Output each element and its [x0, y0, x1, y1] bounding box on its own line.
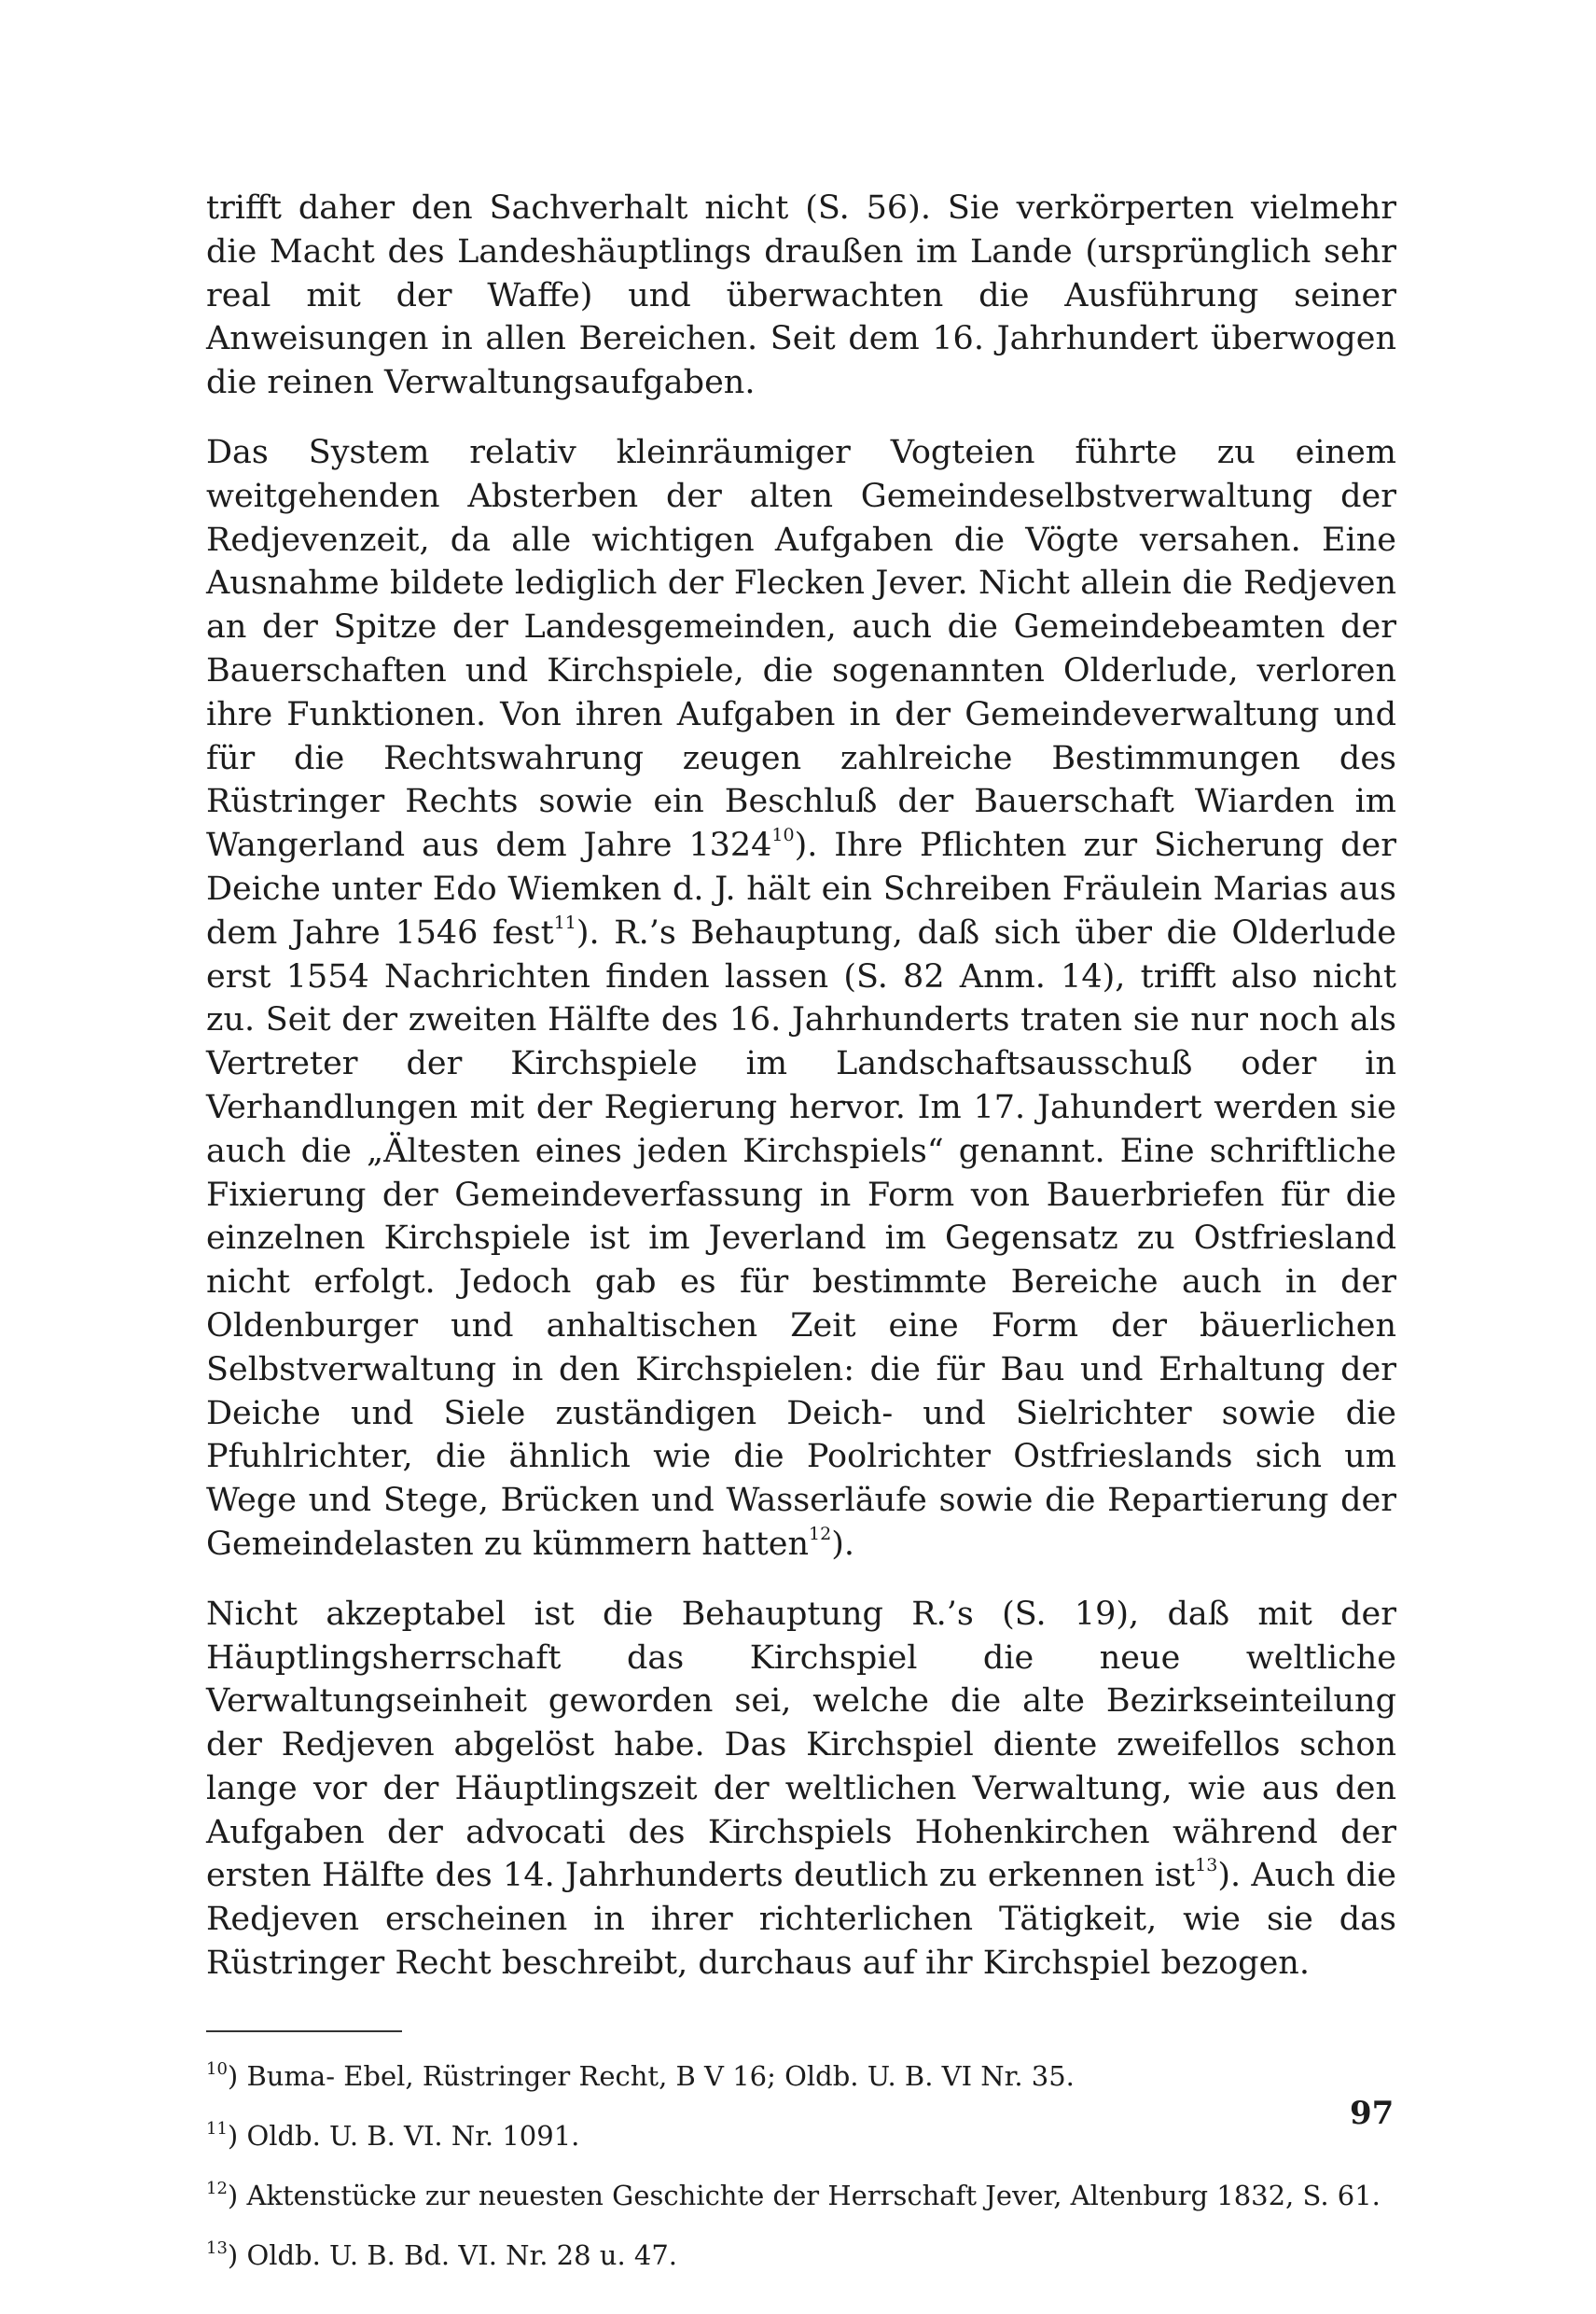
paragraph-text: ). Auch die Redjeven erscheinen in ihrer richterlichen Tätigkeit, wie sie das Rüstringer Recht beschreibt, durchaus auf ihr Kirchspiel bezogen. [206, 1857, 1396, 1983]
paragraph-text: Das System relativ kleinräumiger Vogteien führte zu einem weitgehenden Absterben der alten Gemeindeselbstverwaltung der Redjevenzeit, da alle wichtigen Aufgaben die Vögte versahen. Eine Ausnahme bildete lediglich der Flecken Jever. Nicht allein die Redjeven an der Spitze der Landesgemeinden, auch die Gemeindebeamten der Bauerschaften und Kirchspiele, die sogenannten Olderlude, verloren ihre Funktionen. Von ihren Aufgaben in der Gemeindeverwaltung und für die Rechtswahrung zeugen zahlreiche Bestimmungen des Rüstringer Rechts sowie ein Beschluß der Bauerschaft Wiarden im Wangerland aus dem Jahre 1324 [206, 433, 1396, 865]
footnote-text: ) Oldb. U. B. Bd. VI. Nr. 28 u. 47. [227, 2238, 678, 2271]
footnote-mark: 12 [206, 2178, 228, 2198]
page-body [206, 187, 1396, 2297]
footnote-text: ) Oldb. U. B. VI. Nr. 1091. [227, 2119, 580, 2152]
footnote-separator [206, 2030, 402, 2032]
footnote-mark: 10 [206, 2058, 228, 2079]
footnote-text: ) Aktenstücke zur neuesten Geschichte der Herrschaft Jever, Altenburg 1832, S. 61. [227, 2179, 1381, 2211]
paragraph-text: ). Ihre Pflichten zur Sicherung der Deiche unter Edo Wiemken d. J. hält ein Schreiben Fräulein Marias aus dem Jahre 1546 fest [206, 827, 1396, 952]
footnote-13 [206, 2237, 1396, 2273]
footnote-mark: 11 [206, 2118, 228, 2139]
footnotes [206, 2058, 1396, 2273]
footnote-reference[interactable]: 11 [553, 912, 576, 933]
paragraph-text: ). R.’s Behauptung, daß sich über die Olderlude erst 1554 Nachrichten finden lassen (S. 82 Anm. 14), trifft also nicht zu. Seit der zweiten Hälfte des 16. Jahrhunderts traten sie nur noch als Vertreter der Kirchspiele im Landschaftsausschuß oder in Verhandlungen mit der Regierung hervor. Im 17. Jahundert werden sie auch die „Ältesten eines jeden Kirchspiels“ genannt. Eine schriftliche Fixierung der Gemeindeverfassung in Form von Bauerbriefen für die einzelnen Kirchspiele ist im Jeverland im Gegensatz zu Ostfriesland nicht erfolgt. Jedoch gab es für bestimmte Bereiche auch in der Oldenburger und anhaltischen Zeit eine Form der bäuerlichen Selbstverwaltung in den Kirchspielen: die für Bau und Erhaltung der Deiche und Siele zuständigen Deich- und Sielrichter sowie die Pfuhlrichter, die ähnlich wie die Poolrichter Ostfrieslands sich um Wege und Stege, Brücken und Wasserläufe sowie die Repartierung der Gemeindelasten zu kümmern hatten [206, 913, 1396, 1563]
paragraph-text: trifft daher den Sachverhalt nicht (S. 56). Sie verkörperten vielmehr die Macht des Landeshäuptlings draußen im Lande (ursprünglich sehr real mit der Waffe) und überwachten die Ausführung seiner Anweisungen in allen Bereichen. Seit dem 16. Jahrhundert überwogen die reinen Verwaltungsaufgaben. [206, 189, 1396, 402]
paragraph-2 [206, 431, 1396, 1567]
footnote-10 [206, 2058, 1396, 2094]
paragraph-1 [206, 187, 1396, 405]
footnote-mark: 13 [206, 2237, 228, 2258]
footnote-text: ) Buma- Ebel, Rüstringer Recht, B V 16; Oldb. U. B. VI Nr. 35. [227, 2059, 1075, 2092]
footnote-12 [206, 2178, 1396, 2213]
footnote-11 [206, 2118, 1396, 2154]
footnote-reference[interactable]: 12 [809, 1523, 832, 1544]
paragraph-3 [206, 1593, 1396, 1986]
paragraph-text: Nicht akzeptabel ist die Behauptung R.’s (S. 19), daß mit der Häuptlingsherrschaft das Kirchspiel die neue weltliche Verwaltungseinheit geworden sei, welche die alte Bezirkseinteilung der Redjeven abgelöst habe. Das Kirchspiel diente zweifellos schon lange vor der Häuptlingszeit der weltlichen Verwaltung, wie aus den Aufgaben der advocati des Kirchspiels Hohenkirchen während der ersten Hälfte des 14. Jahrhunderts deutlich zu erkennen ist [206, 1595, 1396, 1895]
footnote-reference[interactable]: 13 [1195, 1855, 1218, 1876]
page-number: 97 [1350, 2095, 1395, 2132]
footnote-reference[interactable]: 10 [771, 825, 795, 846]
paragraph-text: ). [831, 1525, 854, 1563]
